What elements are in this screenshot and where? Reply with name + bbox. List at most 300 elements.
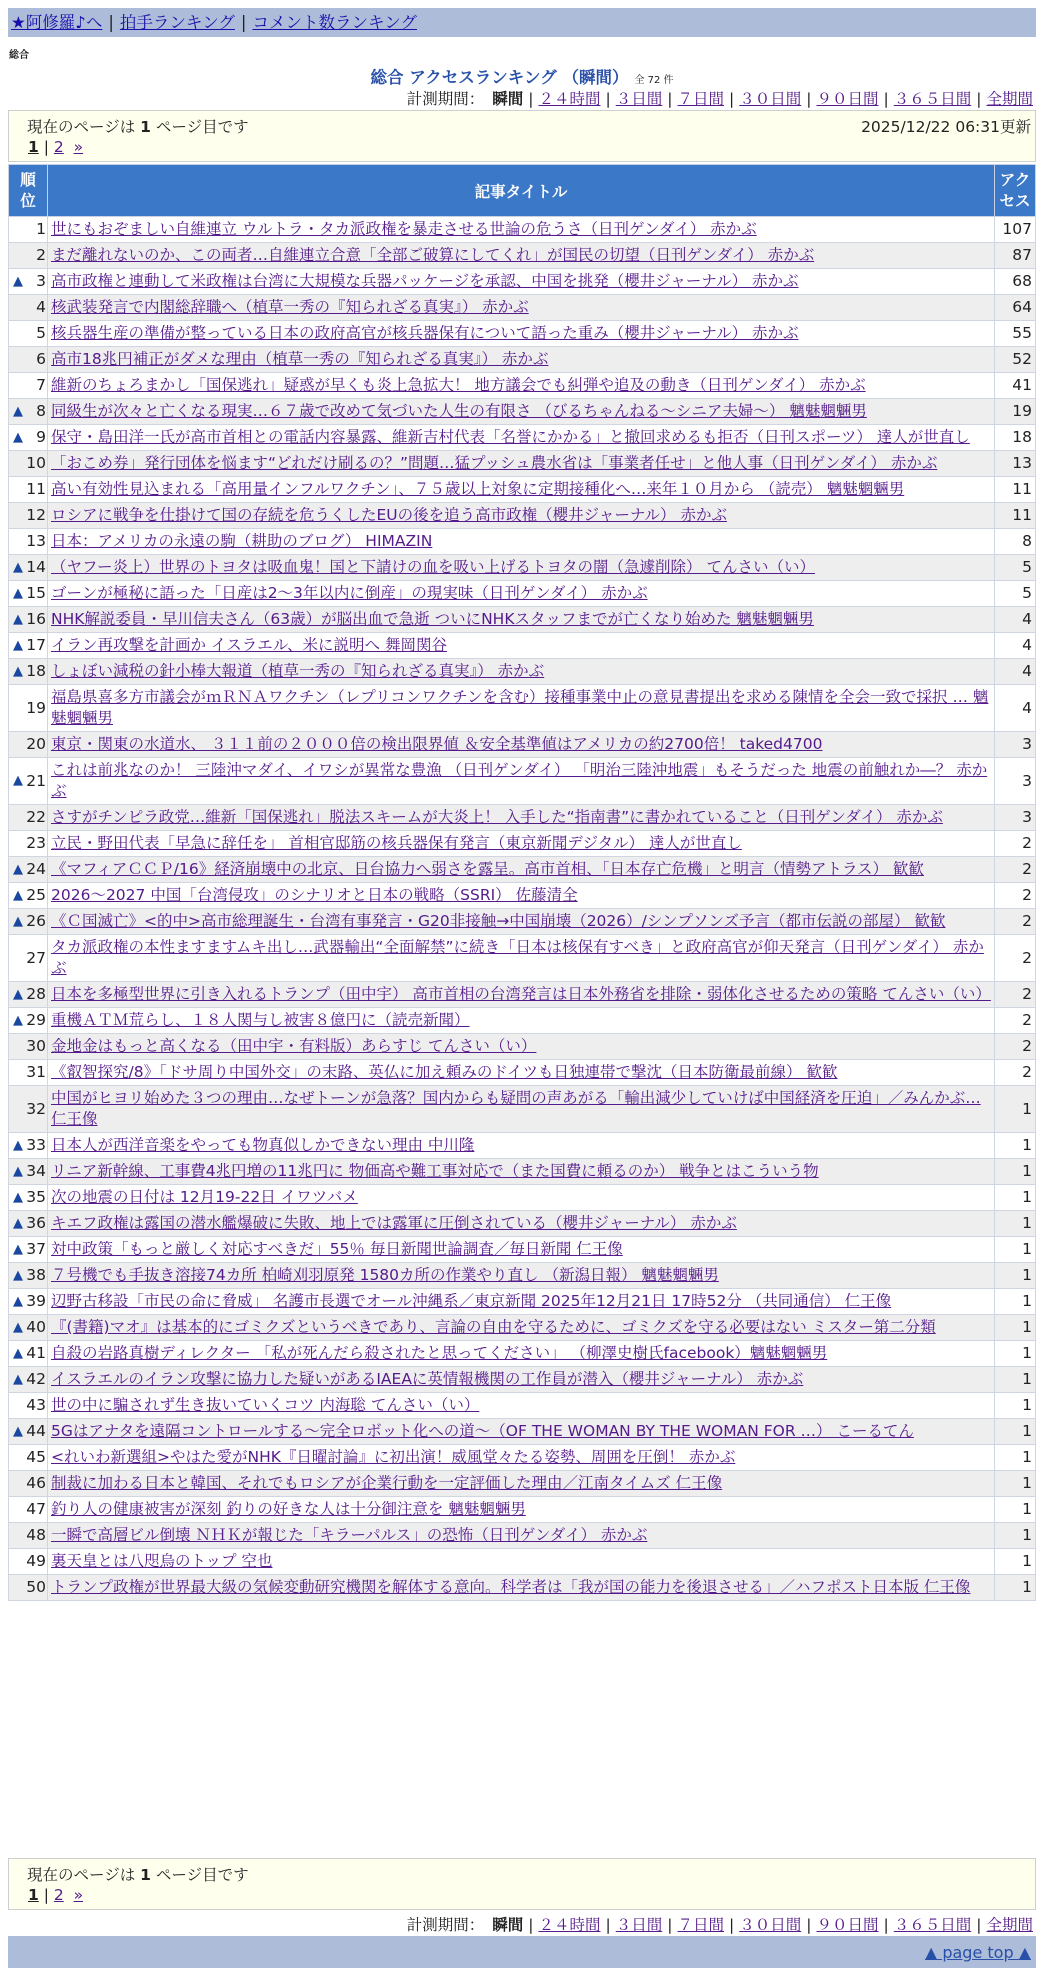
title-cell xyxy=(48,295,995,321)
article-link[interactable]: 世にもおぞましい自維連立 ウルトラ・タカ派政権を暴走させる世論の危うさ（日刊ゲンダイ） 赤かぶ xyxy=(51,220,757,238)
article-link[interactable]: <れいわ新選組>やはた愛がNHK『日曜討論』に初出演！威風堂々たる姿勢、周囲を圧倒！ 赤かぶ xyxy=(51,1448,736,1466)
period-link-7[interactable]: 全期間 xyxy=(986,90,1033,108)
access-count: 1 xyxy=(995,1497,1036,1523)
article-link[interactable]: ロシアに戦争を仕掛けて国の存続を危うくしたEUの後を追う高市政権（櫻井ジャーナル） 赤かぶ xyxy=(51,506,727,524)
rank-cell xyxy=(9,373,48,399)
rank-number: 29 xyxy=(26,1011,46,1029)
period-link-3[interactable]: ７日間 xyxy=(677,1916,724,1934)
access-count: 1 xyxy=(995,1185,1036,1211)
access-header: アクセス xyxy=(995,165,1036,217)
rank-cell xyxy=(9,1263,48,1289)
table-row xyxy=(9,243,1036,269)
period-link-3[interactable]: ７日間 xyxy=(677,90,724,108)
rank-number: 7 xyxy=(36,376,46,394)
access-count: 1 xyxy=(995,1471,1036,1497)
table-row xyxy=(9,1393,1036,1419)
rank-cell xyxy=(9,269,48,295)
period-link-2[interactable]: ３日間 xyxy=(615,1916,663,1934)
title-cell xyxy=(48,1034,995,1060)
article-link[interactable]: 裏天皇とは八咫烏のトップ 空也 xyxy=(51,1552,273,1570)
table-row xyxy=(9,217,1036,243)
table-row xyxy=(9,685,1036,732)
rank-cell xyxy=(9,1211,48,1237)
access-count: 107 xyxy=(995,217,1036,243)
title-cell xyxy=(48,1263,995,1289)
rank-number: 24 xyxy=(26,860,46,878)
table-row xyxy=(9,607,1036,633)
rank-up-icon: ▲ xyxy=(13,637,23,653)
article-link[interactable]: 『(書籍)マオ』は基本的にゴミクズというべきであり、言論の自由を守るために、ゴミクズを守る必要はない ミスター第二分類 xyxy=(51,1318,936,1336)
access-count: 2 xyxy=(995,1034,1036,1060)
rank-up-icon: ▲ xyxy=(13,1345,23,1361)
title-cell xyxy=(48,1211,995,1237)
article-link[interactable]: 日本を多極型世界に引き入れるトランプ（田中宇） 高市首相の台湾発言は日本外務省を排除・弱体化させるための策略 てんさい（い） xyxy=(51,985,991,1003)
access-count: 4 xyxy=(995,633,1036,659)
rank-cell xyxy=(9,758,48,805)
title-cell xyxy=(48,633,995,659)
access-count: 4 xyxy=(995,607,1036,633)
rank-cell xyxy=(9,1393,48,1419)
rank-up-icon: ▲ xyxy=(13,1012,23,1028)
table-row xyxy=(9,935,1036,982)
table-row xyxy=(9,633,1036,659)
rank-number: 49 xyxy=(26,1552,46,1570)
rank-number: 47 xyxy=(26,1500,46,1518)
rank-up-icon: ▲ xyxy=(13,887,23,903)
rank-number: 25 xyxy=(26,886,46,904)
page-2-link[interactable]: 2 xyxy=(53,138,64,156)
article-link[interactable]: 金地金はもっと高くなる（田中宇・有料版）あらすじ てんさい（い） xyxy=(51,1037,537,1055)
rank-number: 22 xyxy=(26,808,46,826)
rank-cell xyxy=(9,399,48,425)
rank-up-icon: ▲ xyxy=(13,559,23,575)
rank-number: 48 xyxy=(26,1526,46,1544)
rank-number: 4 xyxy=(36,298,46,316)
access-count: 1 xyxy=(995,1367,1036,1393)
access-count: 2 xyxy=(995,857,1036,883)
article-link[interactable]: しょぼい減税の針小棒大報道（植草一秀の『知られざる真実』） 赤かぶ xyxy=(51,662,545,680)
article-link[interactable]: 2026〜2027 中国「台湾侵攻」のシナリオと日本の戦略（SSRI） 佐藤清全 xyxy=(51,886,578,904)
table-row xyxy=(9,1367,1036,1393)
current-page: 1 xyxy=(28,138,39,156)
table-row xyxy=(9,1034,1036,1060)
period-link-2[interactable]: ３日間 xyxy=(615,90,663,108)
title-cell xyxy=(48,1060,995,1086)
title-cell xyxy=(48,1367,995,1393)
table-row xyxy=(9,758,1036,805)
rank-number: 2 xyxy=(36,246,46,264)
title-cell xyxy=(48,1086,995,1133)
period-link-1[interactable]: ２４時間 xyxy=(538,1916,601,1934)
period-link-6[interactable]: ３６５日間 xyxy=(893,1916,972,1934)
article-link[interactable]: まだ離れないのか、この両者…自維連立合意「全部ご破算にしてくれ」が国民の切望（日刊ゲンダイ） 赤かぶ xyxy=(51,246,815,264)
rank-number: 39 xyxy=(26,1292,46,1310)
table-row xyxy=(9,1315,1036,1341)
title-cell xyxy=(48,1419,995,1445)
rank-number: 21 xyxy=(26,771,46,790)
article-link[interactable]: 《Ｃ国滅亡》<的中>高市総理誕生・台湾有事発言・G20非接触→中国崩壊（2026）/シンプソンズ予言（都市伝説の部屋） 歓歓 xyxy=(51,912,946,930)
title-cell xyxy=(48,503,995,529)
rank-cell xyxy=(9,1289,48,1315)
rank-number: 50 xyxy=(26,1578,46,1596)
rank-cell xyxy=(9,659,48,685)
rank-up-icon: ▲ xyxy=(13,611,23,627)
rank-number: 6 xyxy=(36,350,46,368)
article-link[interactable]: 釣り人の健康被害が深刻 釣りの好きな人は十分御注意を 魑魅魍魎男 xyxy=(51,1500,526,1518)
rank-up-icon: ▲ xyxy=(13,1189,23,1205)
access-count: 1 xyxy=(995,1341,1036,1367)
article-link[interactable]: 対中政策「もっと厳しく対応すべきだ」55％ 毎日新聞世論調査／毎日新聞 仁王像 xyxy=(51,1240,623,1258)
rank-cell xyxy=(9,685,48,732)
rank-cell xyxy=(9,935,48,982)
next-page-link[interactable]: » xyxy=(73,1886,84,1904)
article-link[interactable]: 《マフィアＣＣＰ/16》経済崩壊中の北京、日台協力へ弱さを露呈。高市首相、「日本存亡危機」と明言（情勢アトラス） 歓歓 xyxy=(51,860,924,878)
article-link[interactable]: 重機ＡＴＭ荒らし、１８人関与し被害８億円に（読売新聞） xyxy=(51,1011,470,1029)
article-link[interactable]: 次の地震の日付は 12月19-22日 イワツバメ xyxy=(51,1188,358,1206)
article-link[interactable]: リニア新幹線、工事費4兆円増の11兆円に 物価高や難工事対応で（また国費に頼るのか） 戦争とはこういう物 xyxy=(51,1162,819,1180)
rank-number: 30 xyxy=(26,1037,46,1055)
rank-number: 32 xyxy=(26,1099,46,1118)
title-cell xyxy=(48,758,995,805)
rank-number: 10 xyxy=(26,454,46,472)
rank-up-icon: ▲ xyxy=(13,273,23,289)
rank-cell xyxy=(9,555,48,581)
title-cell xyxy=(48,1497,995,1523)
rank-cell xyxy=(9,1445,48,1471)
title-cell xyxy=(48,883,995,909)
article-link[interactable]: イラン再攻撃を計画か イスラエル、米に説明へ 舞岡関谷 xyxy=(51,636,447,654)
rank-cell xyxy=(9,831,48,857)
title-cell xyxy=(48,1159,995,1185)
rank-number: 46 xyxy=(26,1474,46,1492)
title-cell xyxy=(48,529,995,555)
rank-cell xyxy=(9,1367,48,1393)
rank-number: 11 xyxy=(26,480,46,498)
rank-cell xyxy=(9,1341,48,1367)
table-row xyxy=(9,909,1036,935)
comment-ranking-link[interactable]: コメント数ランキング xyxy=(252,13,417,32)
title-cell xyxy=(48,425,995,451)
page-2-link[interactable]: 2 xyxy=(53,1886,64,1904)
rank-cell xyxy=(9,581,48,607)
access-count: 41 xyxy=(995,373,1036,399)
table-row xyxy=(9,1497,1036,1523)
rank-up-icon: ▲ xyxy=(13,663,23,679)
rank-number: 19 xyxy=(26,698,46,717)
table-row xyxy=(9,295,1036,321)
period-link-4[interactable]: ３０日間 xyxy=(739,1916,802,1934)
title-cell xyxy=(48,347,995,373)
article-link[interactable]: 一瞬で高層ビル倒壊 ＮＨＫが報じた「キラーパルス」の恐怖（日刊ゲンダイ） 赤かぶ xyxy=(51,1526,648,1544)
table-row xyxy=(9,321,1036,347)
table-row xyxy=(9,1549,1036,1575)
article-link[interactable]: NHK解説委員・早川信夫さん（63歳）が脳出血で急逝 ついにNHKスタッフまでが亡くなり始めた 魑魅魍魎男 xyxy=(51,610,814,628)
access-count: 1 xyxy=(995,1523,1036,1549)
article-link[interactable]: （ヤフー炎上）世界のトヨタは吸血鬼！国と下請けの血を吸い上げるトヨタの闇（急遽削除） てんさい（い） xyxy=(51,558,815,576)
article-link[interactable]: 制裁に加わる日本と韓国、それでもロシアが企業行動を一定評価した理由／江南タイムズ 仁王像 xyxy=(51,1474,723,1492)
rank-up-icon: ▲ xyxy=(13,1319,23,1335)
article-link[interactable]: 高市政権と連動して米政権は台湾に大規模な兵器パッケージを承認、中国を挑発（櫻井ジャーナル） 赤かぶ xyxy=(51,272,799,290)
rank-number: 45 xyxy=(26,1448,46,1466)
table-row xyxy=(9,1445,1036,1471)
item-count: 全 72 件 xyxy=(634,75,674,86)
article-link[interactable]: 核兵器生産の準備が整っている日本の政府高官が核兵器保有について語った重み（櫻井ジャーナル） 赤かぶ xyxy=(51,324,799,342)
table-row xyxy=(9,1133,1036,1159)
home-link[interactable]: ★阿修羅♪へ xyxy=(11,13,103,32)
access-count: 1 xyxy=(995,1549,1036,1575)
rank-up-icon: ▲ xyxy=(13,773,23,788)
access-count: 13 xyxy=(995,451,1036,477)
title-cell xyxy=(48,1289,995,1315)
article-link[interactable]: 「おこめ券」発行団体を悩ます“どれだけ刷るの？”問題…猛プッシュ農水省は「事業者任せ」と他人事（日刊ゲンダイ） 赤かぶ xyxy=(51,454,938,472)
title-cell xyxy=(48,909,995,935)
article-link[interactable]: 高市18兆円補正がダメな理由（植草一秀の『知られざる真実』） 赤かぶ xyxy=(51,350,549,368)
rank-cell xyxy=(9,1419,48,1445)
period-link-5[interactable]: ９０日間 xyxy=(816,1916,879,1934)
article-link[interactable]: 福島県喜多方市議会がｍＲＮＡワクチン（レプリコンワクチンを含む）接種事業中止の意見書提出を求める陳情を全会一致で採択 … 魑魅魍魎男 xyxy=(51,688,989,727)
rank-cell xyxy=(9,477,48,503)
access-count: 1 xyxy=(995,1211,1036,1237)
rank-number: 9 xyxy=(36,428,46,446)
period-link-5[interactable]: ９０日間 xyxy=(816,90,879,108)
rank-number: 37 xyxy=(26,1240,46,1258)
article-link[interactable]: ７号機でも手抜き溶接74カ所 柏崎刈羽原発 1580カ所の作業やり直し （新潟日報） 魑魅魍魎男 xyxy=(51,1266,719,1284)
title-cell xyxy=(48,1471,995,1497)
title-cell xyxy=(48,607,995,633)
rank-number: 26 xyxy=(26,912,46,930)
article-link[interactable]: 高い有効性見込まれる「高用量インフルワクチン」、７５歳以上対象に定期接種化へ…来年１０月から （読売） 魑魅魍魎男 xyxy=(51,480,905,498)
article-link[interactable]: 中国がヒヨリ始めた３つの理由…なぜトーンが急落？国内からも疑問の声あがる「輸出減少していけば中国経済を圧迫」／みんかぶ… 仁王像 xyxy=(51,1089,981,1128)
access-count: 1 xyxy=(995,1159,1036,1185)
rank-up-icon: ▲ xyxy=(13,1267,23,1283)
rank-cell xyxy=(9,1086,48,1133)
article-link[interactable]: 同級生が次々と亡くなる現実…６７歳で改めて気づいた人生の有限さ （びるちゃんねる〜シニア夫婦〜） 魑魅魍魎男 xyxy=(51,402,867,420)
table-row xyxy=(9,1237,1036,1263)
title-cell xyxy=(48,1549,995,1575)
title-cell xyxy=(48,269,995,295)
rank-number: 15 xyxy=(26,584,46,602)
rank-cell xyxy=(9,217,48,243)
page-info-text: 現在のページは 1 ページ目です xyxy=(27,1866,249,1884)
table-row xyxy=(9,373,1036,399)
title-cell xyxy=(48,243,995,269)
access-count: 1 xyxy=(995,1445,1036,1471)
table-row xyxy=(9,1471,1036,1497)
title-cell xyxy=(48,1523,995,1549)
title-cell xyxy=(48,321,995,347)
rank-cell xyxy=(9,243,48,269)
access-count: 11 xyxy=(995,477,1036,503)
access-count: 1 xyxy=(995,1086,1036,1133)
access-count: 87 xyxy=(995,243,1036,269)
rank-number: 13 xyxy=(26,532,46,550)
rank-up-icon: ▲ xyxy=(13,913,23,929)
table-row xyxy=(9,581,1036,607)
rank-cell xyxy=(9,295,48,321)
table-row xyxy=(9,1575,1036,1601)
table-row xyxy=(9,982,1036,1008)
pagination-bottom: 1 | 2 » xyxy=(28,1886,84,1904)
article-link[interactable]: 世の中に騙されず生き抜いていくコツ 内海聡 てんさい（い） xyxy=(51,1396,480,1414)
access-count: 64 xyxy=(995,295,1036,321)
top-nav-bar: ★阿修羅♪へ | 拍手ランキング | コメント数ランキング xyxy=(8,8,1036,37)
title-cell xyxy=(48,451,995,477)
article-link[interactable]: 立民・野田代表「早急に辞任を」 首相官邸筋の核兵器保有発言（東京新聞デジタル） 達人が世直し xyxy=(51,834,742,852)
rank-cell xyxy=(9,1008,48,1034)
page-info-bottom xyxy=(8,1858,1036,1910)
article-link[interactable]: 保守・島田洋一氏が高市首相との電話内容暴露、維新吉村代表「名誉にかかる」と撤回求めるも拒否（日刊スポーツ） 達人が世直し xyxy=(51,428,970,446)
article-link[interactable]: ゴーンが極秘に語った「日産は2〜3年以内に倒産」の現実味（日刊ゲンダイ） 赤かぶ xyxy=(51,584,648,602)
title-cell xyxy=(48,1393,995,1419)
table-row xyxy=(9,805,1036,831)
rank-cell xyxy=(9,347,48,373)
title-cell xyxy=(48,581,995,607)
article-link[interactable]: 日本：アメリカの永遠の駒（耕助のブログ） HIMAZIN xyxy=(51,532,433,550)
article-link[interactable]: 東京・関東の水道水、 ３１１前の２０００倍の検出限界値 ＆安全基準値はアメリカの約2700倍！ taked4700 xyxy=(51,735,823,753)
access-count: 3 xyxy=(995,732,1036,758)
rank-cell xyxy=(9,1549,48,1575)
article-link[interactable]: 自殺の岩路真樹ディレクター 「私が死んだら殺されたと思ってください」 （柳澤史樹氏facebook）魑魅魍魎男 xyxy=(51,1344,828,1362)
rank-cell xyxy=(9,732,48,758)
article-link[interactable]: キエフ政権は露国の潜水艦爆破に失敗、地上では露軍に圧倒されている（櫻井ジャーナル） 赤かぶ xyxy=(51,1214,737,1232)
rank-up-icon: ▲ xyxy=(13,1215,23,1231)
rank-number: 43 xyxy=(26,1396,46,1414)
rank-cell xyxy=(9,1237,48,1263)
rank-cell xyxy=(9,503,48,529)
access-count: 2 xyxy=(995,909,1036,935)
rank-cell xyxy=(9,529,48,555)
table-row xyxy=(9,1289,1036,1315)
page-info-top xyxy=(8,110,1036,162)
article-link[interactable]: 辺野古移設「市民の命に脅威」 名護市長選でオール沖縄系／東京新聞 2025年12月21日 17時52分 （共同通信） 仁王像 xyxy=(51,1292,892,1310)
title-cell xyxy=(48,373,995,399)
access-count: 11 xyxy=(995,503,1036,529)
table-row xyxy=(9,1263,1036,1289)
table-row xyxy=(9,1159,1036,1185)
access-count: 8 xyxy=(995,529,1036,555)
article-link[interactable]: トランプ政権が世界最大級の気候変動研究機関を解体する意向。科学者は「我が国の能力を後退させる」／ハフポスト日本版 仁王像 xyxy=(51,1578,971,1596)
period-selector-bottom: 計測期間： 瞬間 | ２４時間 | ３日間 | ７日間 | ３０日間 | ９０日間 | ３６５日間 | 全期間 xyxy=(406,1916,1033,1934)
title-cell xyxy=(48,685,995,732)
ranking-table xyxy=(8,164,1036,1601)
table-row xyxy=(9,883,1036,909)
applause-ranking-link[interactable]: 拍手ランキング xyxy=(119,13,235,32)
access-count: 2 xyxy=(995,935,1036,982)
article-link[interactable]: イスラエルのイラン攻撃に協力した疑いがあるIAEAに英情報機関の工作員が潜入（櫻井ジャーナル） 赤かぶ xyxy=(51,1370,804,1388)
rank-cell xyxy=(9,607,48,633)
access-count: 52 xyxy=(995,347,1036,373)
article-link[interactable]: 核武装発言で内閣総辞職へ（植草一秀の『知られざる真実』） 赤かぶ xyxy=(51,298,529,316)
title-cell xyxy=(48,555,995,581)
table-row xyxy=(9,477,1036,503)
table-row xyxy=(9,347,1036,373)
page-top-link[interactable]: ▲ page top ▲ xyxy=(924,1943,1031,1962)
rank-cell xyxy=(9,1159,48,1185)
period-current: 瞬間 xyxy=(492,90,524,108)
article-link[interactable]: さすがチンピラ政党…維新「国保逃れ」脱法スキームが大炎上！ 入手した“指南書”に書かれていること（日刊ゲンダイ） 赤かぶ xyxy=(51,808,943,826)
article-link[interactable]: 日本人が西洋音楽をやっても物真似しかできない理由 中川隆 xyxy=(51,1136,475,1154)
ranking-heading: 総合 アクセスランキング （瞬間） xyxy=(370,68,629,87)
article-link[interactable]: 5Gはアナタを遠隔コントロールする〜完全ロボット化への道〜（OF THE WOMAN BY THE WOMAN FOR …） こーるてん xyxy=(51,1422,914,1440)
rank-number: 35 xyxy=(26,1188,46,1206)
period-link-6[interactable]: ３６５日間 xyxy=(893,90,972,108)
access-count: 1 xyxy=(995,1289,1036,1315)
title-cell xyxy=(48,1341,995,1367)
rank-cell xyxy=(9,1575,48,1601)
access-count: 1 xyxy=(995,1263,1036,1289)
access-count: 3 xyxy=(995,805,1036,831)
rank-cell xyxy=(9,1471,48,1497)
access-count: 5 xyxy=(995,555,1036,581)
table-row xyxy=(9,1211,1036,1237)
table-row xyxy=(9,1086,1036,1133)
rank-number: 36 xyxy=(26,1214,46,1232)
table-row xyxy=(9,1185,1036,1211)
rank-number: 27 xyxy=(26,948,46,967)
period-link-1[interactable]: ２４時間 xyxy=(538,90,601,108)
access-count: 18 xyxy=(995,425,1036,451)
table-row xyxy=(9,269,1036,295)
article-link[interactable]: タカ派政権の本性ますますムキ出し…武器輸出“全面解禁”に続き「日本は核保有すべき」と政府高官が仰天発言（日刊ゲンダイ） 赤かぶ xyxy=(51,938,984,977)
rank-number: 5 xyxy=(36,324,46,342)
rank-number: 8 xyxy=(36,402,46,420)
rank-up-icon: ▲ xyxy=(13,429,23,445)
rank-number: 33 xyxy=(26,1136,46,1154)
table-row xyxy=(9,503,1036,529)
title-cell xyxy=(48,982,995,1008)
table-row xyxy=(9,529,1036,555)
title-cell xyxy=(48,1185,995,1211)
period-label: 計測期間： xyxy=(406,90,485,108)
period-link-7[interactable]: 全期間 xyxy=(986,1916,1033,1934)
title-cell xyxy=(48,1445,995,1471)
rank-cell xyxy=(9,883,48,909)
access-count: 2 xyxy=(995,1060,1036,1086)
article-link[interactable]: 維新のちょろまかし「国保逃れ」疑惑が早くも炎上急拡大！ 地方議会でも糾弾や追及の動き（日刊ゲンダイ） 赤かぶ xyxy=(51,376,866,394)
title-cell xyxy=(48,1133,995,1159)
rank-number: 12 xyxy=(26,506,46,524)
access-count: 1 xyxy=(995,1575,1036,1601)
title-cell xyxy=(48,831,995,857)
period-link-4[interactable]: ３０日間 xyxy=(739,90,802,108)
access-count: 2 xyxy=(995,831,1036,857)
article-link[interactable]: これは前兆なのか！ 三陸沖マダイ、イワシが異常な豊漁 （日刊ゲンダイ） 「明治三陸沖地震」もそうだった 地震の前触れか―？ 赤かぶ xyxy=(51,761,988,800)
rank-number: 38 xyxy=(26,1266,46,1284)
title-cell xyxy=(48,805,995,831)
rank-cell xyxy=(9,1315,48,1341)
pagination-top: 1 | 2 » xyxy=(28,138,84,156)
rank-number: 17 xyxy=(26,636,46,654)
rank-number: 14 xyxy=(26,558,46,576)
title-header: 記事タイトル xyxy=(48,165,995,217)
table-row xyxy=(9,1523,1036,1549)
rank-cell xyxy=(9,321,48,347)
rank-up-icon: ▲ xyxy=(13,1293,23,1309)
rank-number: 28 xyxy=(26,985,46,1003)
title-cell xyxy=(48,477,995,503)
title-cell xyxy=(48,399,995,425)
next-page-link[interactable]: » xyxy=(73,138,84,156)
access-count: 55 xyxy=(995,321,1036,347)
article-link[interactable]: 《叡智探究/8》「ドサ周り中国外交」の末路、英仏に加え頼みのドイツも日独連帯で撃沈（日本防衛最前線） 歓歓 xyxy=(51,1063,838,1081)
access-count: 4 xyxy=(995,659,1036,685)
rank-cell xyxy=(9,909,48,935)
table-row xyxy=(9,857,1036,883)
page-info-text: 現在のページは 1 ページ目です xyxy=(27,118,249,136)
title-cell xyxy=(48,1008,995,1034)
title-cell xyxy=(48,1315,995,1341)
access-count: 2 xyxy=(995,982,1036,1008)
